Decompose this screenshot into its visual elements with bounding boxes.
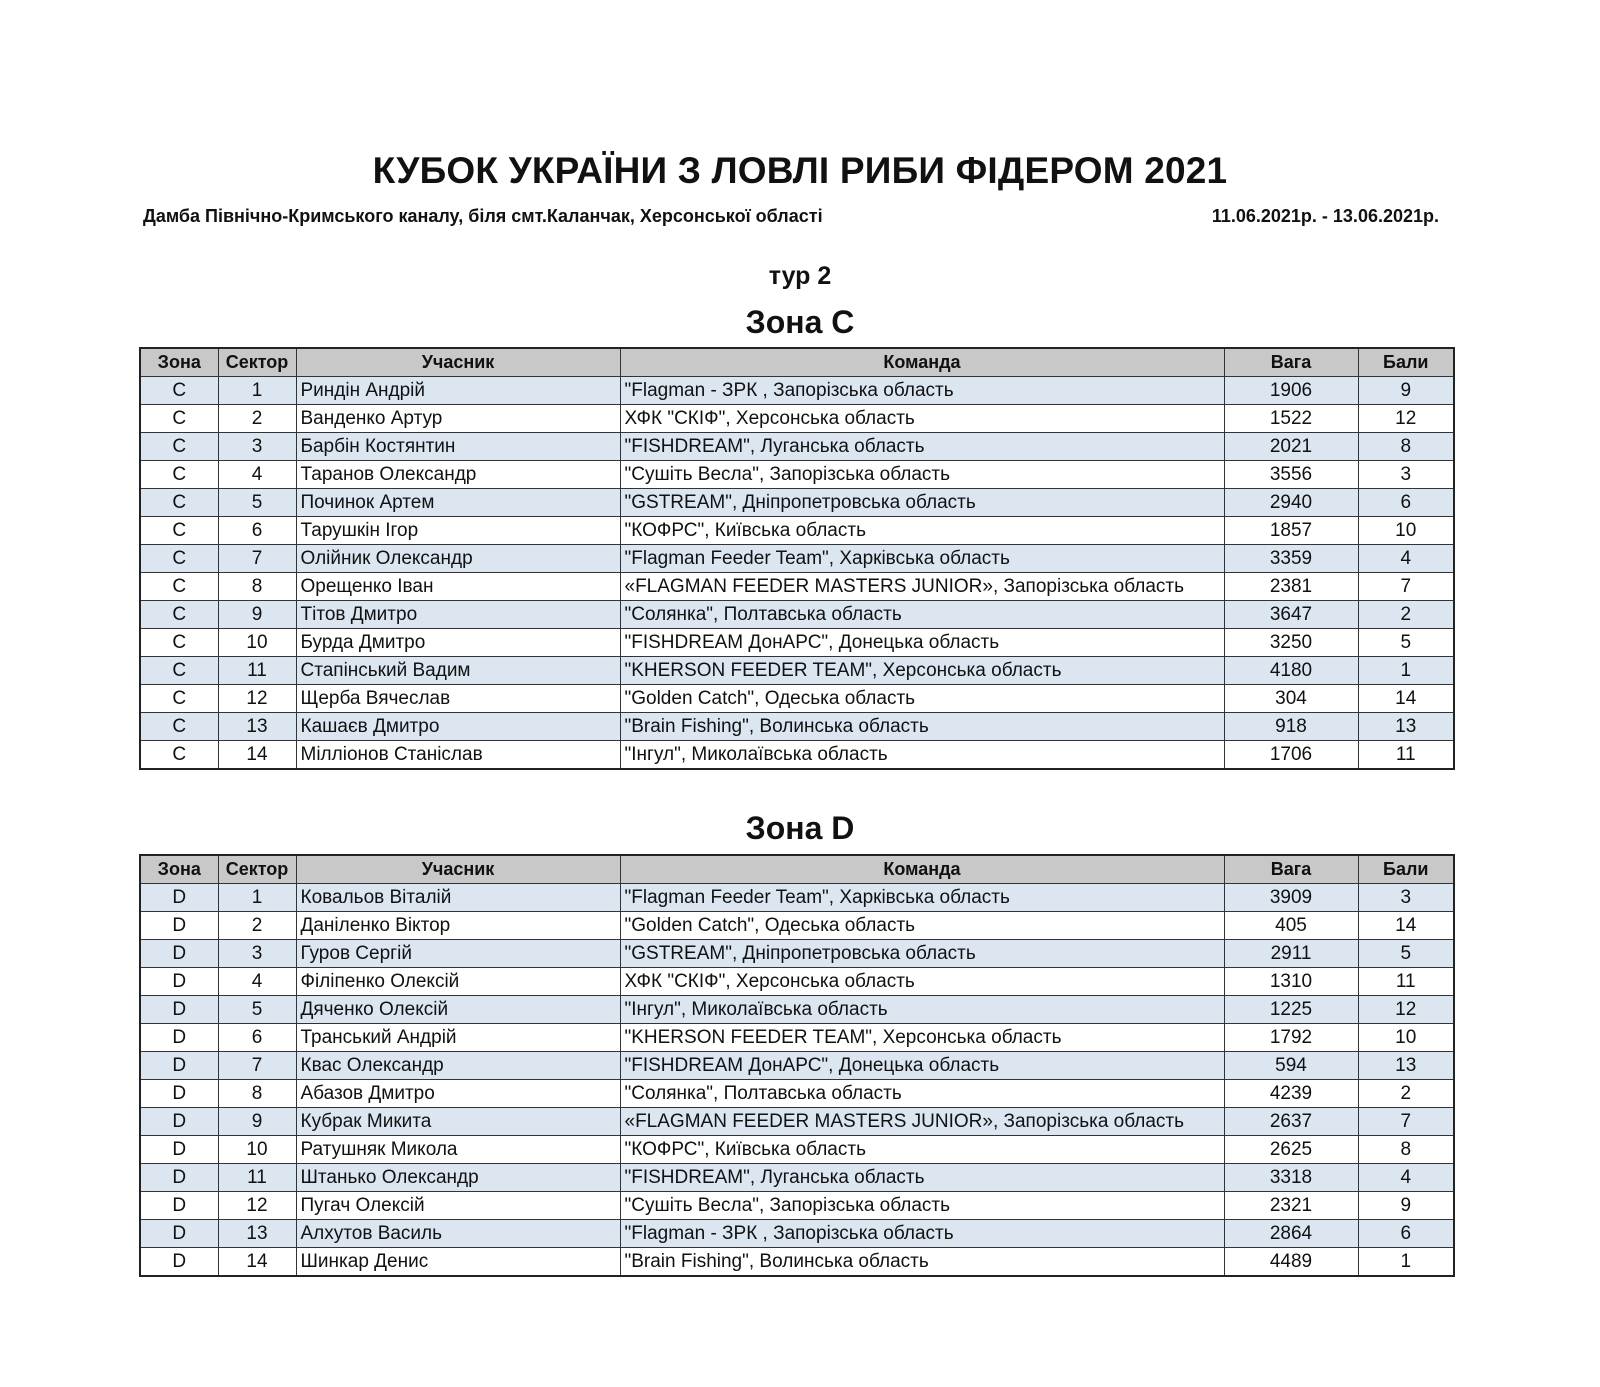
cell-points: 7 [1358,573,1454,601]
cell-zone: D [140,1108,218,1136]
cell-weight: 1792 [1224,1024,1358,1052]
cell-points: 12 [1358,996,1454,1024]
cell-team: "КОФРС", Київська область [620,1136,1224,1164]
cell-team: "Golden Catch", Одеська область [620,685,1224,713]
zone-d-table [139,854,1455,1277]
table-row [140,1220,1454,1248]
cell-zone: D [140,1192,218,1220]
cell-team: "FISHDREAM ДонАРС", Донецька область [620,1052,1224,1080]
cell-team: "Brain Fishing", Волинська область [620,713,1224,741]
cell-sector: 10 [218,629,296,657]
cell-sector: 9 [218,601,296,629]
cell-participant: Шинкар Денис [296,1248,620,1277]
cell-weight: 594 [1224,1052,1358,1080]
header-points: Бали [1358,855,1454,884]
cell-team: "Flagman Feeder Team", Харківська область [620,545,1224,573]
cell-zone: D [140,1052,218,1080]
cell-participant: Стапінський Вадим [296,657,620,685]
cell-weight: 2381 [1224,573,1358,601]
cell-sector: 6 [218,1024,296,1052]
cell-sector: 7 [218,1052,296,1080]
cell-zone: C [140,461,218,489]
cell-points: 10 [1358,517,1454,545]
cell-weight: 405 [1224,912,1358,940]
cell-participant: Даніленко Віктор [296,912,620,940]
cell-sector: 8 [218,1080,296,1108]
cell-points: 4 [1358,1164,1454,1192]
cell-points: 5 [1358,940,1454,968]
cell-points: 2 [1358,1080,1454,1108]
table-row [140,685,1454,713]
cell-weight: 3647 [1224,601,1358,629]
cell-team: "FISHDREAM", Луганська область [620,1164,1224,1192]
cell-sector: 4 [218,968,296,996]
table-row [140,405,1454,433]
cell-weight: 4489 [1224,1248,1358,1277]
header-weight: Вага [1224,855,1358,884]
cell-participant: Риндін Андрій [296,377,620,405]
cell-points: 11 [1358,741,1454,770]
table-row [140,629,1454,657]
cell-zone: D [140,940,218,968]
cell-points: 1 [1358,1248,1454,1277]
cell-points: 11 [1358,968,1454,996]
cell-zone: C [140,405,218,433]
cell-participant: Алхутов Василь [296,1220,620,1248]
cell-team: "FISHDREAM", Луганська область [620,433,1224,461]
cell-team: «FLAGMAN FEEDER MASTERS JUNIOR», Запорізська область [620,573,1224,601]
cell-team: «FLAGMAN FEEDER MASTERS JUNIOR», Запорізська область [620,1108,1224,1136]
cell-team: "KHERSON FEEDER TEAM", Херсонська область [620,1024,1224,1052]
cell-points: 2 [1358,601,1454,629]
cell-weight: 3250 [1224,629,1358,657]
cell-zone: C [140,713,218,741]
cell-points: 4 [1358,545,1454,573]
cell-team: "Brain Fishing", Волинська область [620,1248,1224,1277]
cell-zone: C [140,489,218,517]
cell-team: "КОФРС", Київська область [620,517,1224,545]
cell-weight: 2864 [1224,1220,1358,1248]
table-row [140,517,1454,545]
cell-participant: Гуров Сергій [296,940,620,968]
cell-weight: 3359 [1224,545,1358,573]
cell-team: "Солянка", Полтавська область [620,601,1224,629]
cell-weight: 304 [1224,685,1358,713]
table-row [140,968,1454,996]
table-row [140,461,1454,489]
cell-points: 9 [1358,1192,1454,1220]
round-label: тур 2 [768,262,832,290]
cell-team: "GSTREAM", Дніпропетровська область [620,489,1224,517]
cell-sector: 13 [218,713,296,741]
table-row [140,1192,1454,1220]
cell-points: 5 [1358,629,1454,657]
cell-zone: D [140,884,218,912]
table-header-row [140,855,1454,884]
table-row [140,1164,1454,1192]
zone-c-rows [140,377,1454,770]
cell-participant: Філіпенко Олексій [296,968,620,996]
cell-team: "FISHDREAM ДонАРС", Донецька область [620,629,1224,657]
cell-weight: 1310 [1224,968,1358,996]
cell-participant: Мілліонов Станіслав [296,741,620,770]
cell-participant: Абазов Дмитро [296,1080,620,1108]
table-row [140,884,1454,912]
cell-team: "Солянка", Полтавська область [620,1080,1224,1108]
header-participant: Учасник [296,348,620,377]
cell-sector: 13 [218,1220,296,1248]
cell-participant: Таранов Олександр [296,461,620,489]
cell-weight: 1225 [1224,996,1358,1024]
cell-weight: 3909 [1224,884,1358,912]
cell-weight: 2021 [1224,433,1358,461]
cell-sector: 3 [218,433,296,461]
cell-participant: Кашаєв Дмитро [296,713,620,741]
cell-weight: 2625 [1224,1136,1358,1164]
cell-points: 3 [1358,461,1454,489]
cell-zone: C [140,517,218,545]
cell-zone: D [140,1024,218,1052]
cell-points: 13 [1358,713,1454,741]
cell-sector: 5 [218,489,296,517]
cell-weight: 3318 [1224,1164,1358,1192]
cell-participant: Тарушкін Ігор [296,517,620,545]
cell-participant: Барбін Костянтин [296,433,620,461]
cell-points: 12 [1358,405,1454,433]
cell-points: 10 [1358,1024,1454,1052]
table-row [140,1080,1454,1108]
header-team: Команда [620,855,1224,884]
table-row [140,657,1454,685]
cell-weight: 4180 [1224,657,1358,685]
cell-points: 14 [1358,685,1454,713]
cell-weight: 1906 [1224,377,1358,405]
cell-team: "Flagman - ЗРК , Запорізська область [620,377,1224,405]
table-row [140,1136,1454,1164]
header-team: Команда [620,348,1224,377]
cell-zone: D [140,968,218,996]
cell-weight: 2321 [1224,1192,1358,1220]
cell-team: "Golden Catch", Одеська область [620,912,1224,940]
cell-points: 3 [1358,884,1454,912]
cell-zone: C [140,573,218,601]
table-row [140,940,1454,968]
cell-sector: 11 [218,1164,296,1192]
cell-participant: Тітов Дмитро [296,601,620,629]
cell-weight: 2911 [1224,940,1358,968]
table-row [140,713,1454,741]
header-zone: Зона [140,855,218,884]
cell-zone: C [140,601,218,629]
cell-points: 13 [1358,1052,1454,1080]
cell-sector: 9 [218,1108,296,1136]
cell-sector: 1 [218,884,296,912]
event-dates: 11.06.2021р. - 13.06.2021р. [1211,206,1439,226]
cell-weight: 2940 [1224,489,1358,517]
header-participant: Учасник [296,855,620,884]
cell-participant: Дяченко Олексій [296,996,620,1024]
cell-zone: D [140,912,218,940]
cell-team: "GSTREAM", Дніпропетровська область [620,940,1224,968]
cell-weight: 4239 [1224,1080,1358,1108]
document-title: КУБОК УКРАЇНИ З ЛОВЛІ РИБИ ФІДЕРОМ 2021 [372,150,1228,191]
cell-participant: Кубрак Микита [296,1108,620,1136]
cell-sector: 3 [218,940,296,968]
cell-zone: D [140,1248,218,1277]
cell-points: 6 [1358,489,1454,517]
cell-sector: 5 [218,996,296,1024]
cell-participant: Орещенко Іван [296,573,620,601]
cell-zone: C [140,741,218,770]
cell-participant: Пугач Олексій [296,1192,620,1220]
event-location: Дамба Північно-Кримського каналу, біля смт.Каланчак, Херсонської області [143,206,823,226]
zone-d-rows [140,884,1454,1277]
cell-participant: Ковальов Віталій [296,884,620,912]
header-points: Бали [1358,348,1454,377]
cell-participant: Ванденко Артур [296,405,620,433]
cell-points: 7 [1358,1108,1454,1136]
cell-team: "Сушіть Весла", Запорізська область [620,1192,1224,1220]
cell-sector: 7 [218,545,296,573]
cell-sector: 2 [218,405,296,433]
cell-participant: Квас Олександр [296,1052,620,1080]
cell-team: "Сушіть Весла", Запорізська область [620,461,1224,489]
cell-points: 8 [1358,433,1454,461]
cell-weight: 2637 [1224,1108,1358,1136]
cell-team: "KHERSON FEEDER TEAM", Херсонська область [620,657,1224,685]
cell-zone: D [140,1136,218,1164]
cell-zone: D [140,1164,218,1192]
cell-weight: 918 [1224,713,1358,741]
cell-participant: Щерба Вячеслав [296,685,620,713]
table-row [140,912,1454,940]
cell-weight: 1706 [1224,741,1358,770]
cell-sector: 12 [218,1192,296,1220]
table-row [140,1052,1454,1080]
table-row [140,996,1454,1024]
cell-points: 8 [1358,1136,1454,1164]
zone-d-title: Зона D [745,810,855,846]
header-sector: Сектор [218,855,296,884]
cell-zone: D [140,996,218,1024]
cell-zone: C [140,545,218,573]
cell-participant: Штанько Олександр [296,1164,620,1192]
cell-sector: 12 [218,685,296,713]
cell-zone: D [140,1220,218,1248]
cell-weight: 3556 [1224,461,1358,489]
table-row [140,601,1454,629]
cell-team: "Інгул", Миколаївська область [620,996,1224,1024]
table-row [140,545,1454,573]
cell-team: "Flagman Feeder Team", Харківська область [620,884,1224,912]
cell-sector: 2 [218,912,296,940]
table-row [140,489,1454,517]
cell-participant: Бурда Дмитро [296,629,620,657]
cell-zone: C [140,377,218,405]
header-zone: Зона [140,348,218,377]
cell-team: "Flagman - ЗРК , Запорізська область [620,1220,1224,1248]
cell-points: 9 [1358,377,1454,405]
cell-points: 6 [1358,1220,1454,1248]
cell-sector: 14 [218,741,296,770]
cell-sector: 10 [218,1136,296,1164]
cell-points: 14 [1358,912,1454,940]
cell-zone: C [140,685,218,713]
cell-sector: 14 [218,1248,296,1277]
table-row [140,573,1454,601]
cell-zone: C [140,433,218,461]
cell-points: 1 [1358,657,1454,685]
zone-c-table [139,347,1455,770]
cell-zone: D [140,1080,218,1108]
cell-participant: Транський Андрій [296,1024,620,1052]
cell-zone: C [140,629,218,657]
cell-team: ХФК "СКІФ", Херсонська область [620,968,1224,996]
table-row [140,377,1454,405]
cell-zone: C [140,657,218,685]
cell-participant: Ратушняк Микола [296,1136,620,1164]
table-row [140,433,1454,461]
table-header-row [140,348,1454,377]
table-row [140,741,1454,770]
header-sector: Сектор [218,348,296,377]
cell-team: ХФК "СКІФ", Херсонська область [620,405,1224,433]
table-row [140,1108,1454,1136]
cell-weight: 1857 [1224,517,1358,545]
cell-sector: 1 [218,377,296,405]
cell-sector: 6 [218,517,296,545]
cell-participant: Олійник Олександр [296,545,620,573]
table-row [140,1024,1454,1052]
cell-participant: Починок Артем [296,489,620,517]
cell-sector: 11 [218,657,296,685]
cell-sector: 4 [218,461,296,489]
header-weight: Вага [1224,348,1358,377]
cell-sector: 8 [218,573,296,601]
table-row [140,1248,1454,1277]
zone-c-title: Зона C [745,304,855,340]
cell-team: "Інгул", Миколаївська область [620,741,1224,770]
cell-weight: 1522 [1224,405,1358,433]
